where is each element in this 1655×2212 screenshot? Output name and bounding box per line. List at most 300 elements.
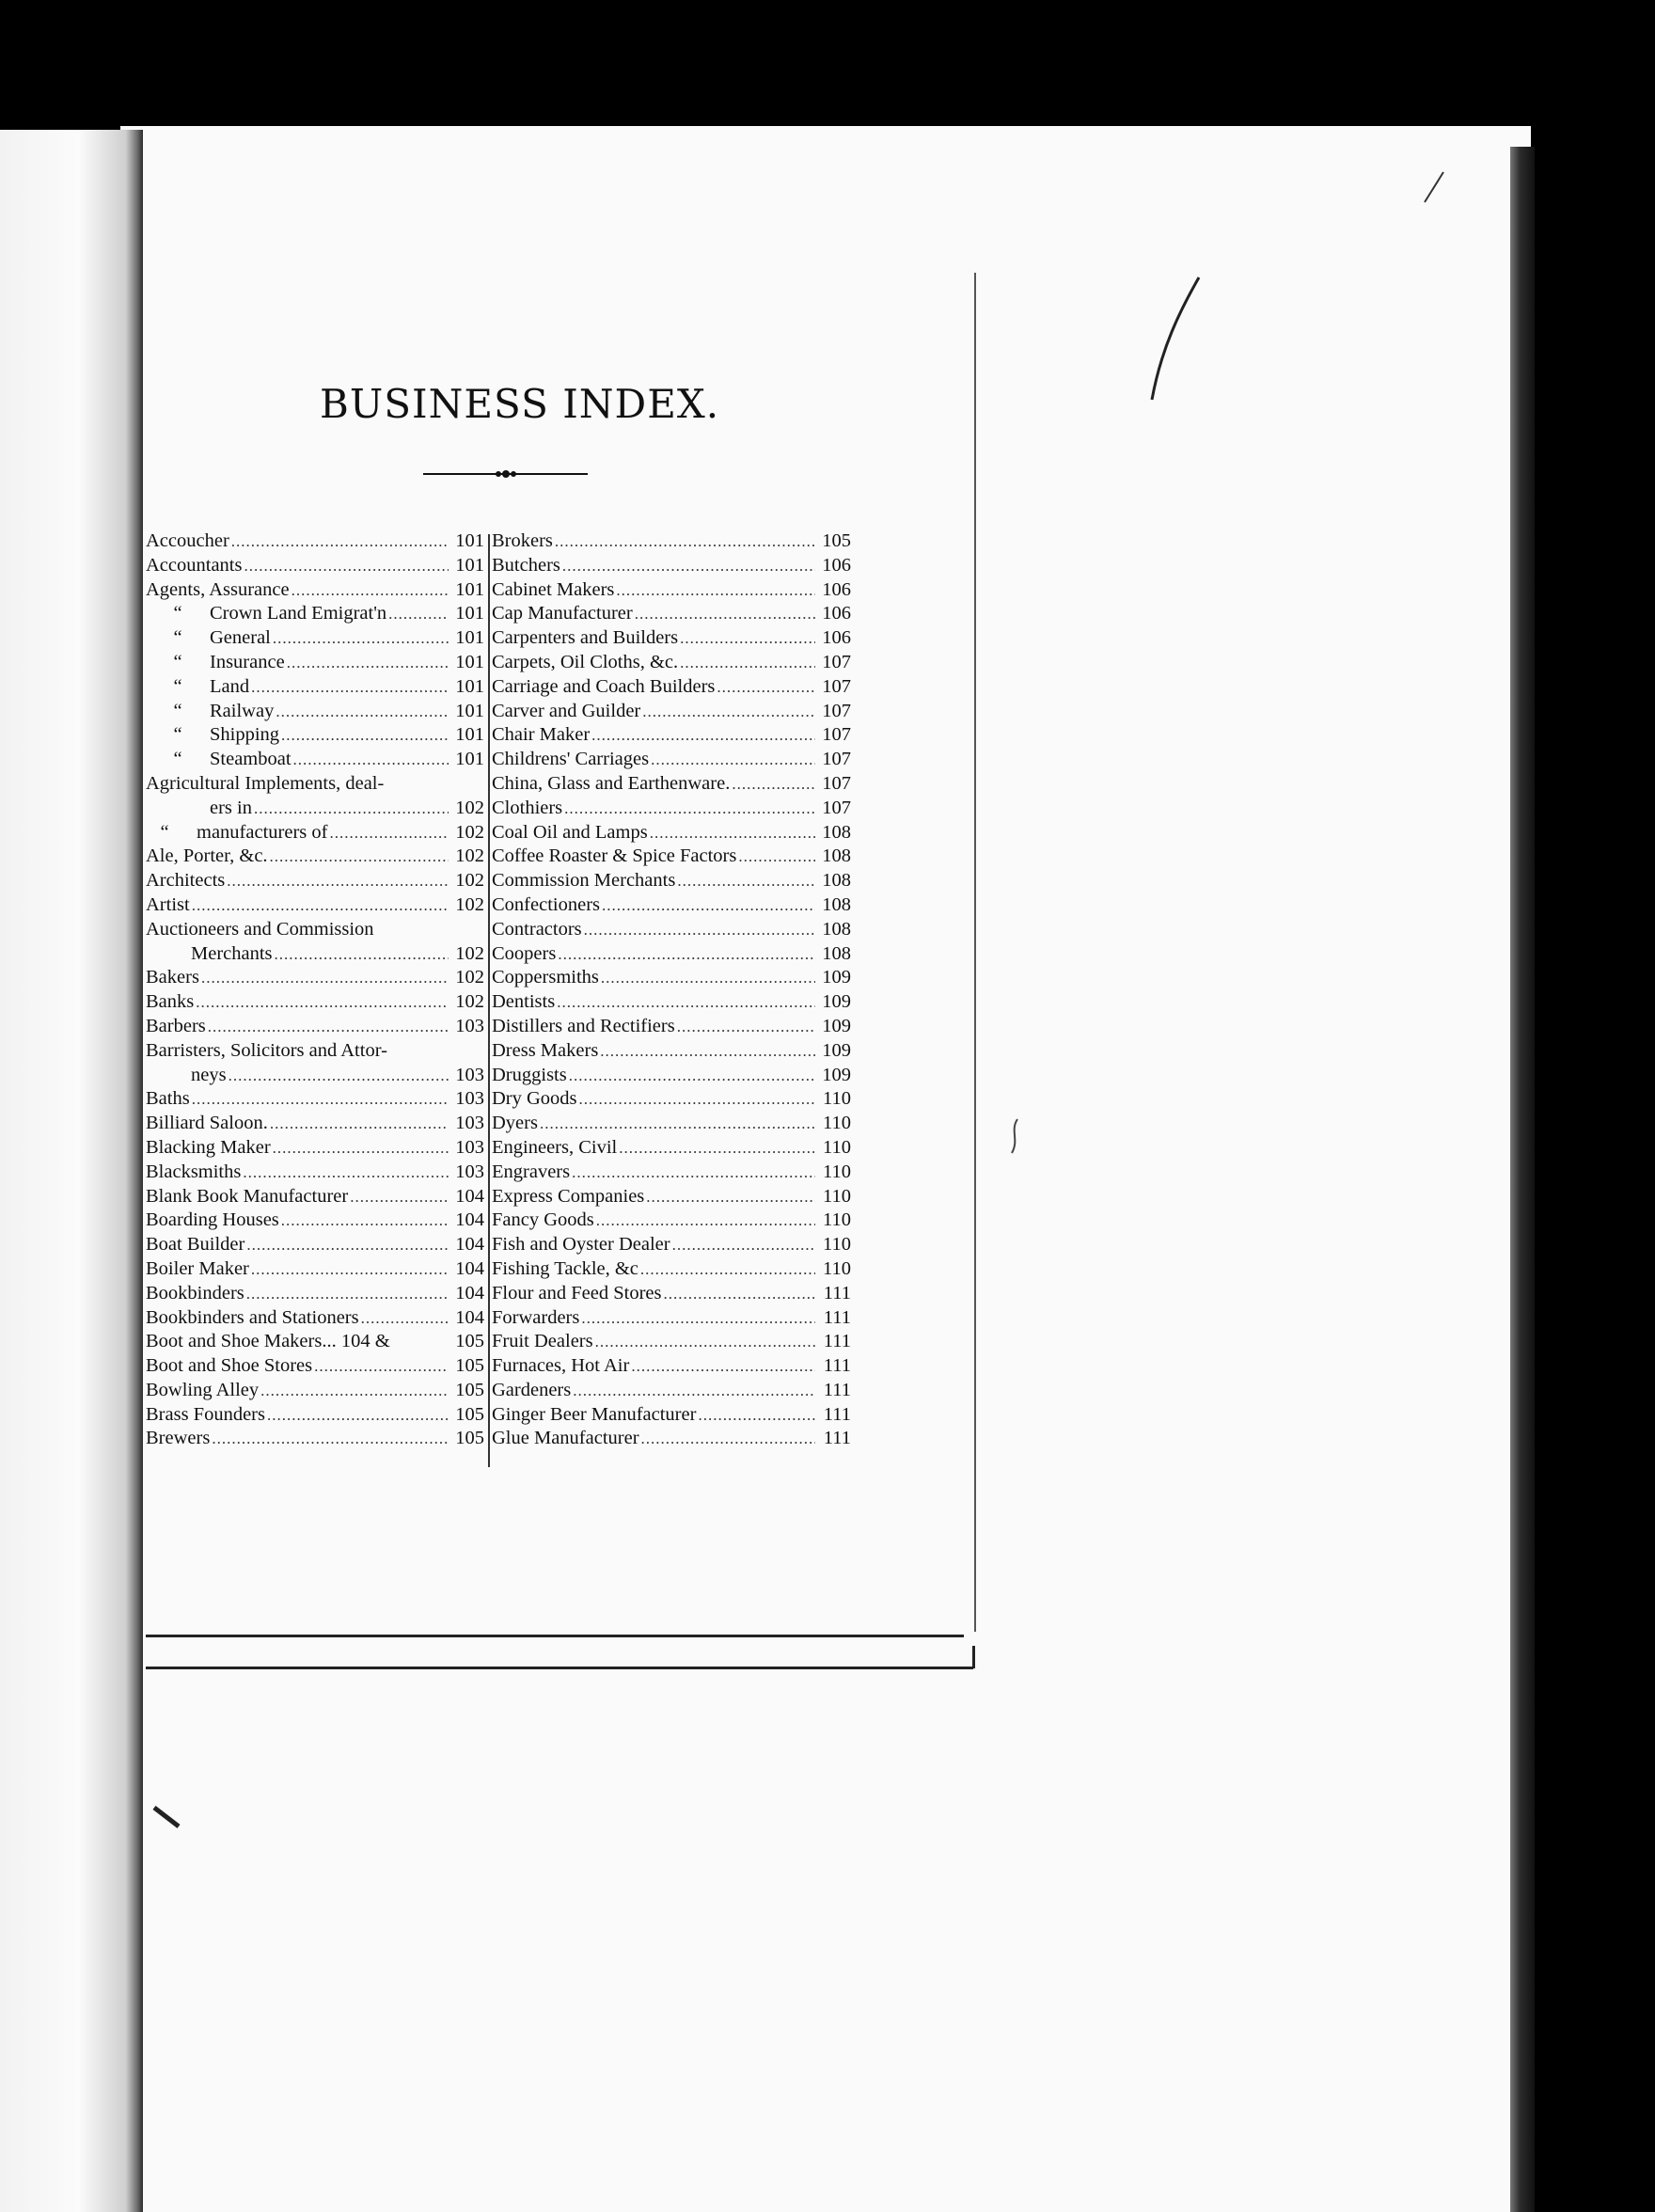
index-entry-page: 109 <box>822 1039 851 1061</box>
index-entry-page: 101 <box>455 700 484 721</box>
dot-leader <box>290 578 449 603</box>
index-entry-page: 107 <box>822 749 851 770</box>
index-entry <box>492 1185 851 1209</box>
index-entry-page: 111 <box>823 1282 851 1304</box>
index-entry-page: 111 <box>823 1379 851 1400</box>
dot-leader <box>662 1282 816 1306</box>
index-entry <box>492 1354 851 1379</box>
index-entry <box>492 1330 851 1354</box>
index-entry-page: 103 <box>455 1113 484 1134</box>
index-entry <box>492 1257 851 1282</box>
index-entry-page: 102 <box>455 821 484 843</box>
index-entry-page: 105 <box>822 530 851 551</box>
dot-leader <box>252 797 449 821</box>
index-entry-label <box>146 1282 244 1306</box>
index-entry <box>492 821 851 845</box>
ditto-mark: “ <box>173 651 182 672</box>
index-entry-label <box>146 554 242 578</box>
dot-leader <box>555 990 815 1015</box>
index-entry <box>146 845 484 869</box>
index-entry-label <box>492 1427 639 1451</box>
margin-speck <box>150 1804 188 1832</box>
index-entry-page: 107 <box>822 724 851 746</box>
index-entry-label <box>146 675 249 700</box>
index-entry <box>492 578 851 603</box>
index-entry <box>146 1112 484 1136</box>
index-entry-text: Ale, Porter, &c. <box>146 845 268 867</box>
index-entry-label <box>146 845 268 869</box>
index-entry-text: Carpets, Oil Cloths, &c. <box>492 651 679 672</box>
index-entry-label <box>492 1306 579 1331</box>
dot-leader <box>271 626 449 651</box>
index-entry-label <box>146 1330 390 1354</box>
index-entry-text: Coopers <box>492 942 557 964</box>
index-entry-label <box>492 1039 598 1064</box>
index-entry <box>146 772 484 797</box>
index-entry <box>492 869 851 893</box>
index-entry-label <box>492 1354 629 1379</box>
dot-leader <box>567 1064 815 1088</box>
index-entry-page: 102 <box>455 991 484 1013</box>
index-entry <box>146 893 484 918</box>
index-entry-text: Railway <box>210 700 275 721</box>
index-entry-text: Clothiers <box>492 797 563 818</box>
index-entry-text: Dyers <box>492 1113 538 1134</box>
index-entry-text: Architects <box>146 870 226 892</box>
index-entry-page: 105 <box>455 1379 484 1400</box>
dot-leader <box>268 845 449 869</box>
index-entry-text: Land <box>210 675 250 697</box>
dot-leader <box>285 651 449 675</box>
index-entry-text: Druggists <box>492 1064 567 1085</box>
index-entry-text: Accoucher <box>146 530 229 551</box>
ditto-mark: “ <box>173 603 182 624</box>
index-entry-text: Blacksmiths <box>146 1161 242 1182</box>
index-entry-label <box>146 942 273 967</box>
index-entry-label <box>492 797 562 821</box>
ditto-mark: “ <box>160 821 169 843</box>
index-entry-page: 101 <box>455 627 484 649</box>
index-entry-text: Confectioners <box>492 893 600 915</box>
index-entry-label <box>146 1354 312 1379</box>
index-entry-page: 106 <box>822 554 851 576</box>
index-entry-label <box>492 1161 570 1185</box>
dot-leader <box>249 675 449 700</box>
index-entry-label <box>146 918 374 942</box>
index-entry-text: Dry Goods <box>492 1088 577 1110</box>
index-entry-text: Baths <box>146 1088 190 1110</box>
dot-leader <box>225 869 449 893</box>
index-entry-text: Steamboat <box>210 749 292 770</box>
index-entry-label <box>146 1064 227 1088</box>
index-entry-label <box>146 1403 265 1428</box>
margin-speck-small <box>1008 1117 1023 1155</box>
index-entry-text: Forwarders <box>492 1306 580 1328</box>
dot-leader <box>600 893 815 918</box>
dot-leader <box>582 918 815 942</box>
index-entry-text: neys <box>191 1064 227 1085</box>
index-entry-page: 101 <box>455 675 484 697</box>
index-entry-label <box>492 529 553 554</box>
dot-leader <box>194 990 449 1015</box>
index-entry-page: 110 <box>823 1161 851 1182</box>
index-entry-text: Agents, Assurance <box>146 578 290 600</box>
index-entry-text: Blank Book Manufacturer <box>146 1185 349 1207</box>
index-entry-label <box>146 1379 259 1403</box>
index-entry-label <box>492 893 600 918</box>
index-entry-text: Engineers, Civil <box>492 1136 618 1158</box>
index-entry-page: 108 <box>822 821 851 843</box>
index-entry <box>146 1403 484 1428</box>
index-entry-text: Boot and Shoe Stores <box>146 1355 313 1377</box>
index-entry <box>146 1064 484 1088</box>
index-entry-page: 107 <box>822 675 851 697</box>
index-entry-page: 102 <box>455 893 484 915</box>
index-entry <box>146 1161 484 1185</box>
index-entry-text: Billiard Saloon. <box>146 1113 268 1134</box>
dot-leader <box>556 942 815 967</box>
dot-leader <box>227 1064 449 1088</box>
index-column-left <box>146 529 484 1451</box>
index-entry <box>492 1161 851 1185</box>
pen-stroke-mark <box>1128 273 1204 404</box>
index-entry <box>146 1306 484 1331</box>
index-entry-label <box>146 626 271 651</box>
dot-leader <box>279 1209 449 1233</box>
index-entry-label <box>492 1209 594 1233</box>
index-entry-label <box>492 1112 538 1136</box>
dot-leader <box>644 1185 815 1209</box>
index-entry-text: Childrens' Carriages <box>492 749 650 770</box>
index-entry-label <box>492 772 730 797</box>
index-entry-page: 110 <box>823 1088 851 1110</box>
index-entry-page: 106 <box>822 627 851 649</box>
dot-leader <box>640 700 815 724</box>
index-entry-text: Bakers <box>146 967 199 988</box>
index-entry-text: Dentists <box>492 991 556 1013</box>
index-entry-label <box>492 1282 662 1306</box>
index-entry-text: Carpenters and Builders <box>492 627 679 649</box>
index-entry-text: Agricultural Implements, deal- <box>146 772 385 794</box>
index-entry-label <box>492 675 715 700</box>
index-entry-label <box>146 1161 241 1185</box>
index-entry-label <box>146 893 190 918</box>
dot-leader <box>241 1161 449 1185</box>
index-entry <box>492 893 851 918</box>
index-entry-text: General <box>210 627 271 649</box>
index-entry-label <box>146 1136 271 1161</box>
index-entry-text: Contractors <box>492 918 582 940</box>
dot-leader <box>259 1379 449 1403</box>
index-entry-label <box>492 1087 577 1112</box>
index-entry-text: Crown Land Emigrat'n <box>210 603 387 624</box>
index-entry <box>492 602 851 626</box>
index-entry-page: 109 <box>822 1015 851 1036</box>
index-entry-page: 106 <box>822 603 851 624</box>
dot-leader <box>312 1354 449 1379</box>
index-entry <box>146 651 484 675</box>
index-entry-page: 103 <box>455 1088 484 1110</box>
index-entry-text: Flour and Feed Stores <box>492 1282 662 1304</box>
dot-leader <box>271 1136 449 1161</box>
dot-leader <box>190 1087 449 1112</box>
index-entry-page: 109 <box>822 967 851 988</box>
index-entry-page: 104 <box>455 1282 484 1304</box>
index-entry-page: 105 <box>455 1403 484 1425</box>
index-entry-label <box>146 1087 190 1112</box>
index-entry-text: Coal Oil and Lamps <box>492 821 648 843</box>
index-entry-page: 103 <box>455 1064 484 1085</box>
index-entry <box>146 990 484 1015</box>
index-entry <box>146 918 484 942</box>
index-entry-page: 107 <box>822 772 851 794</box>
index-entry-label <box>492 626 678 651</box>
dot-leader <box>675 1015 815 1039</box>
bottom-rule-upper <box>146 1635 964 1637</box>
index-entry <box>146 1015 484 1039</box>
index-entry-label <box>492 1403 696 1428</box>
dot-leader <box>670 1233 815 1257</box>
index-entry-page: 101 <box>455 554 484 576</box>
index-entry-text: Boiler Maker <box>146 1257 249 1279</box>
index-entry-text: Carver and Guilder <box>492 700 641 721</box>
ditto-mark: “ <box>173 627 182 649</box>
index-entry <box>146 797 484 821</box>
index-entry <box>146 1330 484 1354</box>
dot-leader <box>598 1039 815 1064</box>
index-entry-page: 104 <box>455 1185 484 1207</box>
index-entry <box>492 700 851 724</box>
index-entry-label <box>146 602 386 626</box>
index-entry-page: 110 <box>823 1113 851 1134</box>
index-entry-label <box>492 918 582 942</box>
index-entry-text: Brokers <box>492 530 553 551</box>
index-entry-label <box>492 723 590 748</box>
index-entry <box>492 1064 851 1088</box>
index-entry-page: 104 <box>455 1306 484 1328</box>
dot-leader <box>359 1306 449 1331</box>
index-entry-page: 111 <box>823 1403 851 1425</box>
dot-leader <box>265 1403 449 1428</box>
index-entry-text: Bowling Alley <box>146 1379 260 1400</box>
index-entry-label <box>146 723 279 748</box>
dot-leader <box>593 1330 815 1354</box>
index-entry-page: 103 <box>455 1015 484 1036</box>
dot-leader <box>206 1015 449 1039</box>
index-entry <box>146 748 484 772</box>
index-entry-text: manufacturers of <box>197 821 328 843</box>
dot-leader <box>273 942 449 967</box>
index-entry-label <box>146 1039 387 1064</box>
dot-leader <box>190 893 449 918</box>
dot-leader <box>579 1306 815 1331</box>
dot-leader <box>386 602 449 626</box>
bottom-rule-lower <box>146 1667 973 1669</box>
index-entry <box>492 1112 851 1136</box>
index-entry-label <box>492 845 736 869</box>
index-entry <box>146 869 484 893</box>
index-entry-text: Blacking Maker <box>146 1136 271 1158</box>
index-entry-label <box>146 821 327 845</box>
index-entry-text: Boarding Houses <box>146 1209 279 1231</box>
ditto-mark: “ <box>173 724 182 746</box>
index-entry-page: 110 <box>823 1185 851 1207</box>
ditto-mark: “ <box>173 700 182 721</box>
column-divider <box>488 534 490 1467</box>
index-entry-page: 102 <box>455 942 484 964</box>
index-entry-text: Accountants <box>146 554 243 576</box>
dot-leader <box>571 1379 815 1403</box>
dot-leader <box>249 1257 449 1282</box>
index-entry <box>492 1427 851 1451</box>
index-entry-text: Coppersmiths <box>492 967 599 988</box>
index-entry-page: 104 <box>455 1234 484 1256</box>
index-entry-text: Butchers <box>492 554 560 576</box>
index-entry-label <box>492 602 633 626</box>
index-entry <box>492 723 851 748</box>
dot-leader <box>638 1257 815 1282</box>
index-entry-label <box>492 869 675 893</box>
index-entry-text: Merchants <box>191 942 273 964</box>
ditto-mark: “ <box>173 675 182 697</box>
corner-tick-mark <box>1420 169 1448 207</box>
index-entry <box>146 1379 484 1403</box>
index-entry-text: Fishing Tackle, &c <box>492 1257 638 1279</box>
dot-leader <box>675 869 815 893</box>
index-entry-label <box>146 1015 206 1039</box>
index-entry <box>492 1379 851 1403</box>
index-entry <box>146 675 484 700</box>
index-entry-page: 108 <box>822 918 851 940</box>
index-entry-page: 102 <box>455 870 484 892</box>
index-entry-label <box>146 1185 348 1209</box>
index-entry-label <box>492 1257 638 1282</box>
index-entry-page: 107 <box>822 797 851 818</box>
index-entry-label <box>492 554 560 578</box>
index-entry-page: 110 <box>823 1136 851 1158</box>
index-entry-page: 103 <box>455 1136 484 1158</box>
index-entry <box>492 1306 851 1331</box>
index-entry-text: Boot and Shoe Makers... 104 & <box>146 1331 390 1352</box>
index-entry-text: Furnaces, Hot Air <box>492 1355 630 1377</box>
index-entry <box>146 602 484 626</box>
dot-leader <box>614 578 815 603</box>
index-entry-page: 107 <box>822 700 851 721</box>
index-entry-page: 111 <box>823 1306 851 1328</box>
index-entry-text: Auctioneers and Commission <box>146 918 374 940</box>
index-entry-page: 101 <box>455 724 484 746</box>
index-entry-label <box>492 700 640 724</box>
dot-leader <box>730 772 815 797</box>
index-entry <box>146 1209 484 1233</box>
dot-leader <box>327 821 449 845</box>
index-entry-page: 111 <box>823 1355 851 1377</box>
index-entry-text: Ginger Beer Manufacturer <box>492 1403 697 1425</box>
index-entry-page: 101 <box>455 749 484 770</box>
index-entry-page: 104 <box>455 1209 484 1231</box>
index-entry-page: 110 <box>823 1257 851 1279</box>
index-entry-page: 108 <box>822 845 851 867</box>
dot-leader <box>229 529 449 554</box>
index-entry-label <box>492 578 614 603</box>
index-entry-label <box>492 1379 571 1403</box>
index-entry <box>492 918 851 942</box>
index-entry-text: Brewers <box>146 1428 211 1449</box>
index-entry-text: China, Glass and Earthenware. <box>492 772 731 794</box>
index-entry-label <box>146 797 252 821</box>
index-entry-label <box>492 651 678 675</box>
index-entry <box>146 1087 484 1112</box>
index-entry <box>492 1403 851 1428</box>
dot-leader <box>199 966 449 990</box>
index-entry <box>492 554 851 578</box>
index-entry <box>492 966 851 990</box>
index-entry-text: Distillers and Rectifiers <box>492 1015 675 1036</box>
index-entry <box>492 529 851 554</box>
index-entry-text: Fancy Goods <box>492 1209 594 1231</box>
index-entry <box>492 1087 851 1112</box>
index-entry-page: 101 <box>455 651 484 672</box>
index-entry-page: 111 <box>823 1331 851 1352</box>
index-entry-text: Chair Maker <box>492 724 591 746</box>
frame-right-rule <box>974 273 976 1632</box>
index-entry-label <box>146 529 229 554</box>
index-entry <box>492 990 851 1015</box>
index-entry-page: 104 <box>455 1257 484 1279</box>
index-entry-page: 105 <box>455 1428 484 1449</box>
index-entry <box>146 529 484 554</box>
index-entry <box>146 1136 484 1161</box>
index-entry <box>492 772 851 797</box>
index-entry-label <box>146 700 274 724</box>
index-entry-label <box>146 772 384 797</box>
dot-leader <box>562 797 815 821</box>
index-entry <box>492 1136 851 1161</box>
index-entry <box>492 1209 851 1233</box>
dot-leader <box>292 748 449 772</box>
index-entry <box>146 1282 484 1306</box>
dot-leader <box>560 554 815 578</box>
index-entry-text: Bookbinders and Stationers <box>146 1306 359 1328</box>
index-entry-text: Boat Builder <box>146 1234 245 1256</box>
dot-leader <box>649 748 815 772</box>
index-entry-text: Glue Manufacturer <box>492 1428 639 1449</box>
dot-leader <box>553 529 815 554</box>
dot-leader <box>678 651 815 675</box>
dot-leader <box>633 602 815 626</box>
index-entry <box>492 626 851 651</box>
index-entry-page: 103 <box>455 1161 484 1182</box>
index-entry <box>492 651 851 675</box>
index-entry-label <box>492 821 648 845</box>
index-entry-label <box>146 1427 210 1451</box>
dot-leader <box>678 626 815 651</box>
dot-leader <box>715 675 815 700</box>
dot-leader <box>577 1087 815 1112</box>
index-entry-text: Cap Manufacturer <box>492 603 633 624</box>
index-entry-page: 101 <box>455 603 484 624</box>
index-entry-label <box>492 1136 617 1161</box>
index-entry <box>492 748 851 772</box>
dot-leader <box>244 1282 449 1306</box>
dot-leader <box>538 1112 815 1136</box>
index-entry <box>146 723 484 748</box>
index-entry-text: Shipping <box>210 724 280 746</box>
index-entry <box>492 1015 851 1039</box>
dot-leader <box>348 1185 449 1209</box>
index-entry-label <box>146 1112 268 1136</box>
index-entry-text: ers in <box>210 797 252 818</box>
